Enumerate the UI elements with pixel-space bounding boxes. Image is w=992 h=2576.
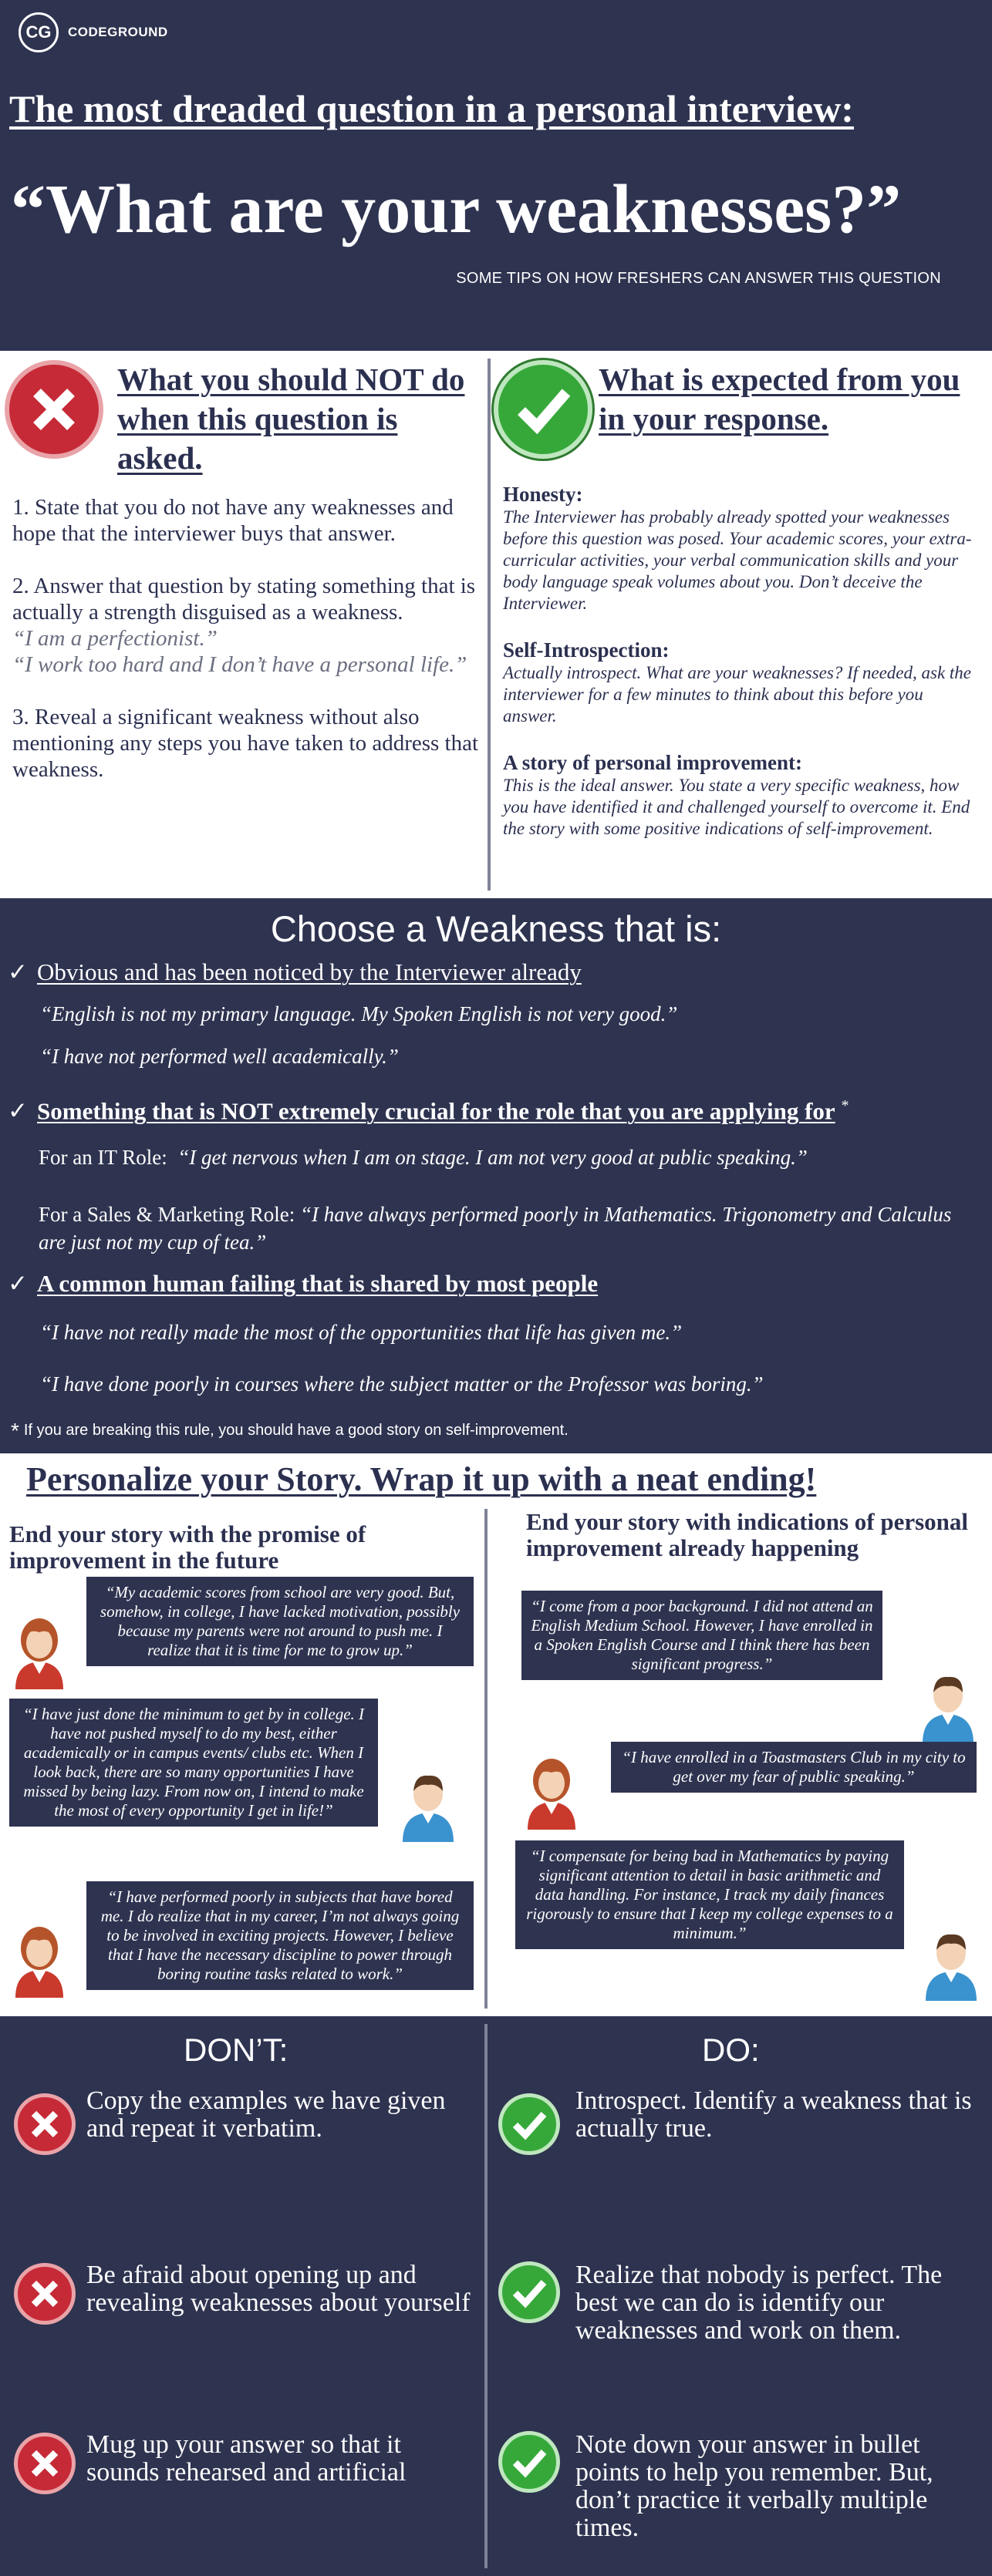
header-title: “What are your weaknesses?” <box>11 171 902 247</box>
story-text: This is the ideal answer. You state a very specific weakness, how you have identified it and challenged yourself to overcome it. End the story with some positive indications of self-improvement. <box>503 776 970 838</box>
bubble-spoken-english: “I come from a poor background. I did not attend an English Medium School. However, I have enrolled in a Spoken English Course and I think there has been significant progress.” <box>521 1591 882 1680</box>
it-role-label: For an IT Role: <box>39 1146 167 1169</box>
red-x-icon <box>5 360 103 459</box>
dont-item-1: Copy the examples we have given and repeat it verbatim. <box>86 2086 446 2143</box>
quote-text: “I have not performed well academically.” <box>40 1045 399 1068</box>
not-item-3: 3. Reveal a significant weakness without also mentioning any steps you have taken to address that weakness. <box>12 705 479 782</box>
criterion-3-quote-1 <box>40 1321 682 1345</box>
not-vs-expected-section <box>0 351 992 898</box>
red-x-icon <box>14 2433 76 2494</box>
female-avatar-icon <box>9 1615 69 1689</box>
dont-item-2: Be afraid about opening up and revealing weaknesses about yourself <box>86 2261 471 2317</box>
story-heading: A story of personal improvement: <box>503 751 802 774</box>
female-avatar-icon <box>521 1756 582 1830</box>
green-check-icon <box>498 2431 560 2493</box>
personalize-title: Personalize your Story. Wrap it up with a neat ending! <box>26 1460 817 1498</box>
current-improvement-heading: End your story with indications of personal improvement already happening <box>526 1508 969 1561</box>
bubble-toastmasters: “I have enrolled in a Toastmasters Club in my city to get over my fear of public speaking.” <box>611 1742 977 1793</box>
footnote <box>11 1419 569 1443</box>
header-tagline: SOME TIPS ON HOW FRESHERS CAN ANSWER THIS QUESTION <box>456 270 941 287</box>
not-list <box>12 494 483 809</box>
honesty-heading: Honesty: <box>503 483 583 506</box>
sales-role-quote: “I have always performed poorly in Mathematics. Trigonometry and Calculus are just not my cup of tea.” <box>39 1203 952 1254</box>
footnote-star: * <box>11 1419 19 1443</box>
not-item-2-text: 2. Answer that question by stating something that is actually a strength disguised as a weakness. <box>12 574 476 625</box>
green-check-icon <box>498 2261 560 2323</box>
quote-text: “I have done poorly in courses where the subject matter or the Professor was boring.” <box>40 1372 764 1396</box>
introspection-heading: Self-Introspection: <box>503 638 670 662</box>
criterion-1-quote-1 <box>40 1002 677 1026</box>
it-role-quote: “I get nervous when I am on stage. I am not very good at public speaking.” <box>177 1146 808 1169</box>
criterion-3-text: A common human failing that is shared by most people <box>37 1270 599 1297</box>
bubble-academic-scores: “My academic scores from school are very good. But, somehow, in college, I have lacked motivation, possibly because my parents were not around to push me. I realize that it is time for me to grow up.” <box>86 1577 474 1666</box>
criterion-3 <box>8 1270 598 1298</box>
male-avatar-icon <box>921 1927 981 2001</box>
male-avatar-icon <box>398 1768 458 1842</box>
check-mark-icon: ✓ <box>8 1270 28 1297</box>
not-section-title: What you should NOT do when this question is asked. <box>117 362 465 476</box>
criterion-2 <box>8 1097 849 1125</box>
criterion-1 <box>8 958 582 986</box>
logo-text: CODEGROUND <box>68 25 168 39</box>
criterion-1-quote-2 <box>40 1045 399 1069</box>
criterion-1-text: Obvious and has been noticed by the Interviewer already <box>37 958 582 985</box>
red-x-icon <box>14 2263 76 2325</box>
honesty-text: The Interviewer has probably already spotted your weaknesses before this question was posed. Your academic scores, your extra-curricular activities, your verbal communication skills and your body language speak volumes about you. Don’t deceive the Interviewer. <box>503 507 972 613</box>
logo <box>19 12 168 52</box>
column-divider <box>484 2024 488 2568</box>
criterion-2-text: Something that is NOT extremely crucial for the role that you are applying for <box>37 1097 835 1125</box>
dont-do-section <box>0 2016 992 2576</box>
sales-role-label: For a Sales & Marketing Role: <box>39 1203 295 1226</box>
quote-text: “I have not really made the most of the opportunities that life has given me.” <box>40 1321 683 1344</box>
header-subtitle: The most dreaded question in a personal interview: <box>9 87 854 130</box>
footnote-text: If you are breaking this rule, you should have a good story on self-improvement. <box>23 1422 569 1439</box>
header-banner <box>0 0 992 351</box>
future-improvement-heading: End your story with the promise of improvement in the future <box>9 1520 366 1574</box>
not-item-1: 1. State that you do not have any weaknesses and hope that the interviewer buys that answer. <box>12 495 454 546</box>
quote-text: “English is not my primary language. My Spoken English is not very good.” <box>40 1002 678 1025</box>
do-item-2: Realize that nobody is perfect. The best we can do is identify our weaknesses and work on them. <box>575 2261 943 2345</box>
dont-title: DON’T: <box>184 2032 288 2068</box>
not-item-2 <box>12 573 483 678</box>
male-avatar-icon <box>918 1669 978 1743</box>
column-divider <box>484 1509 488 2009</box>
choose-title: Choose a Weakness that is: <box>270 908 722 949</box>
expected-section-title: What is expected from you in your response. <box>599 362 960 436</box>
criterion-3-quote-2 <box>40 1372 764 1396</box>
logo-mark: CG <box>19 12 59 52</box>
introspection-text: Actually introspect. What are your weaknesses? If needed, ask the interviewer for a few minutes to think about this before you answer. <box>503 663 971 726</box>
it-role-example <box>39 1143 972 1171</box>
bubble-mathematics: “I compensate for being bad in Mathematics by paying significant attention to detail in basic arithmetic and data handling. For instance, I track my daily finances rigorously to ensure that I keep my college expenses to a minimum.” <box>515 1840 904 1949</box>
dont-item-3: Mug up your answer so that it sounds rehearsed and artificial <box>86 2430 407 2487</box>
red-x-icon <box>14 2093 76 2155</box>
not-item-2-quote-1: “I am a perfectionist.” <box>12 626 218 651</box>
column-divider <box>488 359 491 891</box>
sales-role-example <box>39 1200 972 1256</box>
bubble-minimum-effort: “I have just done the minimum to get by in college. I have not pushed myself to do my best, either academically or in campus events/ clubs etc. When I look back, there are so many opportunities I have missed by being lazy. From now on, I intend to make the most of every opportunity I get in life!” <box>9 1699 378 1827</box>
do-item-1: Introspect. Identify a weakness that is actually true. <box>575 2086 972 2143</box>
not-item-2-quote-2: “I work too hard and I don’t have a personal life.” <box>12 652 467 677</box>
green-check-icon <box>494 360 592 459</box>
check-mark-icon: ✓ <box>8 1097 28 1125</box>
choose-weakness-section <box>0 898 992 1453</box>
bubble-boring-subjects: “I have performed poorly in subjects that have bored me. I do realize that in my career, I’m not always going to be involved in exciting projects. However, I believe that I have the necessary discipline to power through boring routine tasks related to work.” <box>86 1881 474 1990</box>
criterion-2-star: * <box>841 1097 849 1114</box>
personalize-section <box>0 1453 992 2016</box>
female-avatar-icon <box>9 1924 69 1998</box>
do-item-3: Note down your answer in bullet points to help you remember. But, don’t practice it verbally multiple times. <box>575 2430 933 2542</box>
green-check-icon <box>498 2093 560 2155</box>
check-mark-icon: ✓ <box>8 958 28 985</box>
do-title: DO: <box>702 2032 760 2068</box>
expected-list <box>503 482 981 863</box>
